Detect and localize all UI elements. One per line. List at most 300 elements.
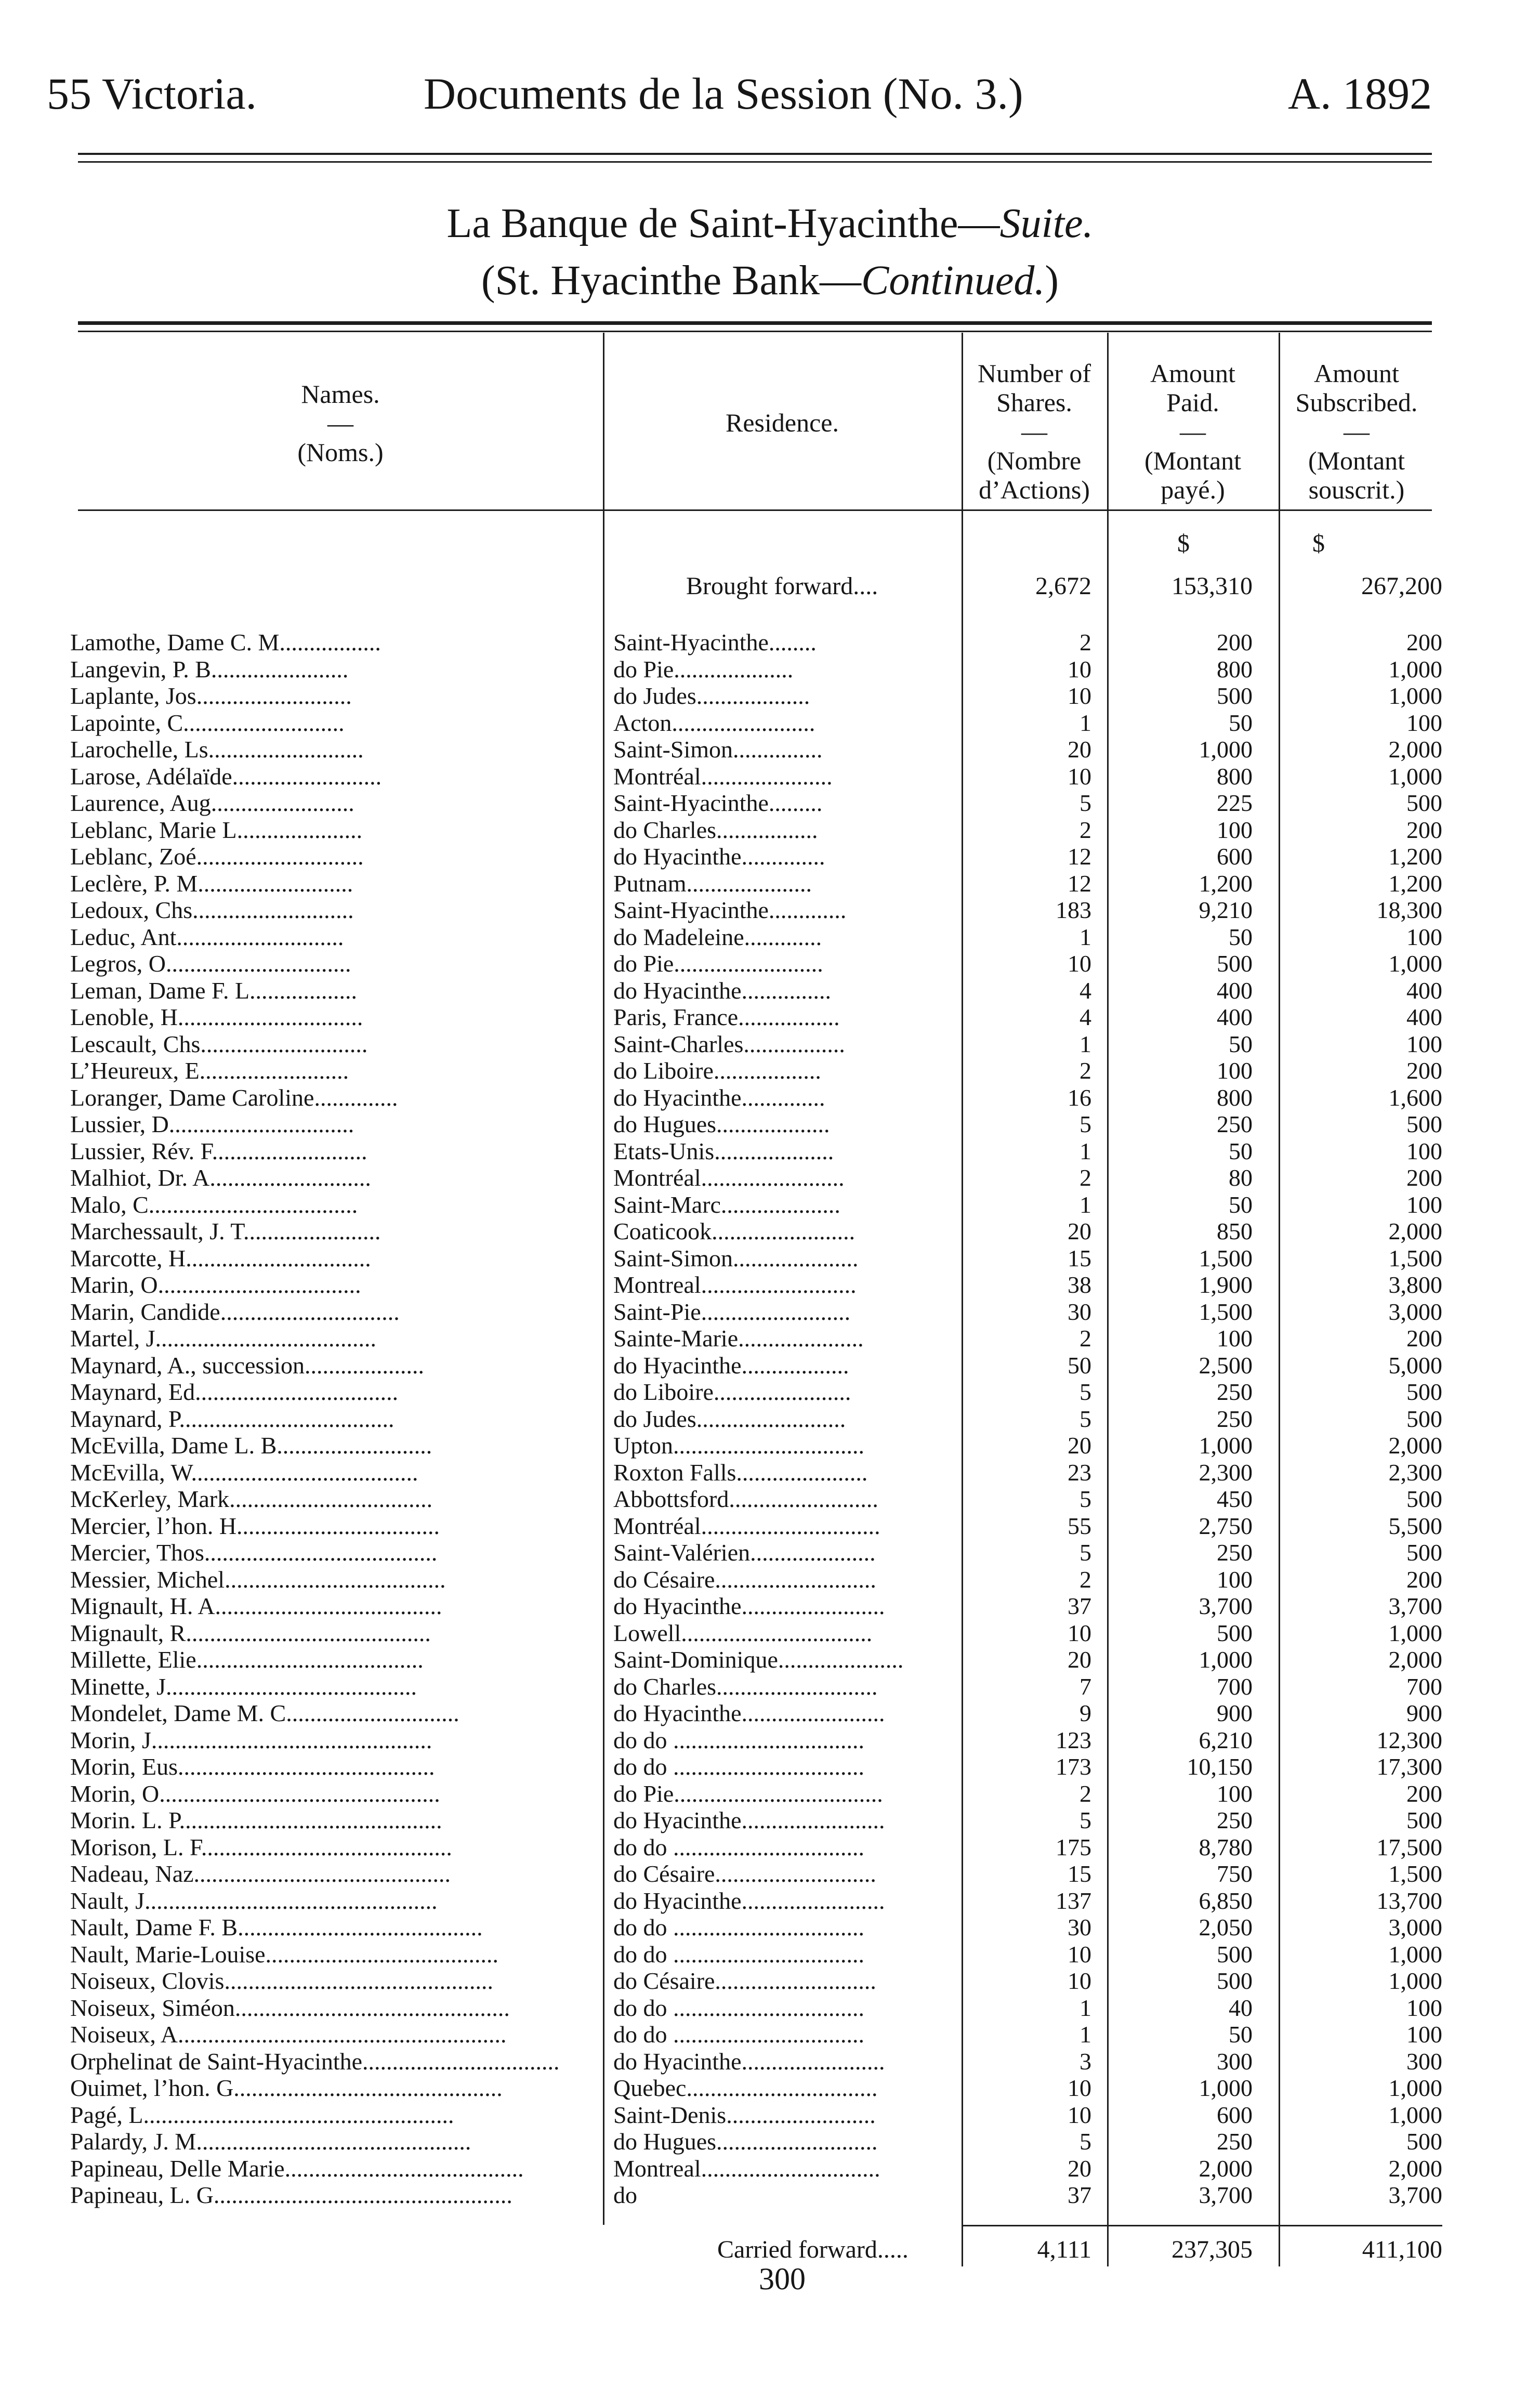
- column-header-paid: [1107, 359, 1279, 504]
- shareholder-residence: do Hyacinthe........................: [613, 1700, 885, 1726]
- number-of-shares: 55: [1068, 1512, 1091, 1539]
- table-row: [0, 977, 1540, 1004]
- number-of-shares: 10: [1068, 1968, 1091, 1994]
- amount-paid: 250: [1217, 1379, 1253, 1405]
- amount-subscribed: 1,200: [1388, 870, 1442, 897]
- number-of-shares: 1: [1080, 1994, 1091, 2021]
- shareholder-name: McEvilla, W......................................: [70, 1459, 418, 1486]
- table-row: [0, 1780, 1540, 1807]
- number-of-shares: 10: [1068, 2075, 1091, 2101]
- amount-subscribed: 1,200: [1388, 843, 1442, 870]
- table-row: [0, 1138, 1540, 1165]
- shareholder-name: Maynard, P....................................: [70, 1405, 394, 1432]
- table-row: [0, 1111, 1540, 1138]
- shareholder-name: Noiseux, A.......................................................: [70, 2021, 507, 2048]
- amount-paid: 250: [1217, 1405, 1253, 1432]
- table-row: [0, 1486, 1540, 1513]
- number-of-shares: 30: [1068, 1914, 1091, 1941]
- shareholder-residence: Saint-Hyacinthe........: [613, 629, 817, 656]
- number-of-shares: 5: [1080, 1379, 1091, 1405]
- amount-paid: 1,500: [1199, 1244, 1253, 1271]
- shareholder-residence: do Madeleine.............: [613, 923, 822, 950]
- amount-subscribed: 200: [1406, 1566, 1442, 1593]
- shareholder-name: Marin, Candide..............................: [70, 1298, 400, 1325]
- shareholder-residence: Montreal..........................: [613, 1271, 857, 1298]
- shareholder-name: Morin, Eus...........................................: [70, 1753, 435, 1780]
- number-of-shares: 7: [1080, 1673, 1091, 1700]
- shareholder-residence: Saint-Marc....................: [613, 1191, 840, 1218]
- number-of-shares: 12: [1068, 870, 1091, 897]
- amount-paid: 800: [1217, 1084, 1253, 1111]
- shareholder-name: Morin, J...............................................: [70, 1726, 432, 1753]
- table-row: [0, 870, 1540, 897]
- table-row: [0, 1218, 1540, 1245]
- shareholder-name: Nault, Marie-Louise.......................................: [70, 1941, 499, 1968]
- shareholder-residence: do do ................................: [613, 1941, 864, 1968]
- table-row: [0, 656, 1540, 683]
- number-of-shares: 2: [1080, 1780, 1091, 1807]
- amount-subscribed: 12,300: [1376, 1726, 1442, 1753]
- column-header-paid-fr1: (Montant: [1144, 446, 1242, 475]
- shareholder-name: Loranger, Dame Caroline..............: [70, 1084, 398, 1111]
- shareholder-name: Papineau, L. G..................................................: [70, 2182, 512, 2208]
- amount-subscribed: 1,000: [1388, 763, 1442, 790]
- header-rule-top: [78, 153, 1432, 155]
- shareholder-name: Mondelet, Dame M. C.............................: [70, 1700, 459, 1726]
- table-row: [0, 1887, 1540, 1915]
- amount-subscribed: 200: [1406, 816, 1442, 843]
- amount-subscribed: 1,000: [1388, 683, 1442, 709]
- number-of-shares: 173: [1056, 1753, 1091, 1780]
- table-row: [0, 1539, 1540, 1566]
- shareholder-residence: do Pie...................................: [613, 1780, 883, 1807]
- shareholder-residence: do do ................................: [613, 1753, 864, 1780]
- amount-paid: 2,750: [1199, 1512, 1253, 1539]
- table-row: [0, 1860, 1540, 1887]
- amount-paid: 50: [1229, 1137, 1253, 1164]
- amount-subscribed: 400: [1406, 977, 1442, 1004]
- number-of-shares: 3: [1080, 2048, 1091, 2075]
- amount-paid: 300: [1217, 2048, 1253, 2075]
- shareholder-name: Lussier, D...............................: [70, 1111, 354, 1137]
- table-row: [0, 1968, 1540, 1995]
- shareholder-residence: Saint-Valérien.....................: [613, 1539, 876, 1566]
- number-of-shares: 16: [1068, 1084, 1091, 1111]
- header-bottom-rule: [78, 509, 1432, 511]
- shareholder-name: Ledoux, Chs...........................: [70, 897, 354, 923]
- number-of-shares: 1: [1080, 1137, 1091, 1164]
- number-of-shares: 20: [1068, 1218, 1091, 1244]
- table-row: [0, 1995, 1540, 2022]
- table-row: [0, 790, 1540, 817]
- table-row: [0, 2182, 1540, 2209]
- amount-subscribed: 500: [1406, 1539, 1442, 1566]
- brought-forward-paid: 153,310: [1172, 572, 1253, 600]
- amount-paid: 600: [1217, 2101, 1253, 2128]
- table-row: [0, 1191, 1540, 1218]
- table-row: [0, 1807, 1540, 1834]
- shareholder-name: Lenoble, H...............................: [70, 1004, 363, 1030]
- amount-subscribed: 100: [1406, 1030, 1442, 1057]
- shareholder-residence: Saint-Simon...............: [613, 736, 823, 763]
- amount-paid: 200: [1217, 629, 1253, 656]
- shareholder-residence: do Pie.........................: [613, 950, 823, 977]
- table-row: [0, 2048, 1540, 2075]
- shareholder-name: Noiseux, Clovis.............................................: [70, 1968, 493, 1994]
- total-rule: [962, 2225, 1442, 2226]
- number-of-shares: 123: [1056, 1726, 1091, 1753]
- amount-paid: 2,000: [1199, 2155, 1253, 2182]
- shareholder-residence: do: [613, 2182, 637, 2208]
- amount-subscribed: 5,000: [1388, 1352, 1442, 1379]
- amount-subscribed: 2,000: [1388, 2155, 1442, 2182]
- shareholder-residence: do Hugues...................: [613, 1111, 830, 1137]
- amount-paid: 2,500: [1199, 1352, 1253, 1379]
- amount-paid: 1,000: [1199, 736, 1253, 763]
- table-row: [0, 1620, 1540, 1647]
- amount-subscribed: 18,300: [1376, 897, 1442, 923]
- table-row: [0, 1914, 1540, 1941]
- shareholder-residence: do Hyacinthe........................: [613, 2048, 885, 2075]
- table-row: [0, 1031, 1540, 1058]
- amount-paid: 1,000: [1199, 1432, 1253, 1459]
- shareholder-name: Laplante, Jos..........................: [70, 683, 352, 709]
- amount-subscribed: 100: [1406, 1191, 1442, 1218]
- header-document-title: Documents de la Session (No. 3.): [424, 69, 1023, 119]
- amount-subscribed: 500: [1406, 1111, 1442, 1137]
- table-subtitle: [0, 257, 1540, 305]
- table-row: [0, 1941, 1540, 1968]
- amount-paid: 6,210: [1199, 1726, 1253, 1753]
- amount-paid: 250: [1217, 1807, 1253, 1833]
- shareholder-residence: Abbottsford.........................: [613, 1486, 878, 1512]
- table-row: [0, 1834, 1540, 1861]
- shareholder-name: Lamothe, Dame C. M.................: [70, 629, 381, 656]
- shareholder-name: Leblanc, Marie L.....................: [70, 816, 363, 843]
- column-header-paid-fr2: payé.): [1161, 475, 1225, 504]
- column-header-subscribed-en1: Amount: [1314, 359, 1399, 388]
- shareholder-residence: do Hyacinthe...............: [613, 977, 832, 1004]
- number-of-shares: 20: [1068, 2155, 1091, 2182]
- shareholder-residence: Sainte-Marie.....................: [613, 1325, 864, 1352]
- amount-subscribed: 200: [1406, 1057, 1442, 1084]
- shareholder-name: Malhiot, Dr. A...........................: [70, 1164, 371, 1191]
- table-row: [0, 736, 1540, 763]
- table-row: [0, 1406, 1540, 1433]
- shareholder-name: Lussier, Rév. F..........................: [70, 1137, 367, 1164]
- table-row: [0, 1245, 1540, 1272]
- table-row: [0, 763, 1540, 790]
- shareholder-name: Leblanc, Zoé............................: [70, 843, 364, 870]
- amount-paid: 850: [1217, 1218, 1253, 1244]
- amount-paid: 50: [1229, 2021, 1253, 2048]
- shareholder-residence: do do ................................: [613, 1914, 864, 1941]
- shareholder-name: Legros, O...............................: [70, 950, 351, 977]
- number-of-shares: 2: [1080, 1057, 1091, 1084]
- shareholder-residence: do Césaire...........................: [613, 1968, 876, 1994]
- column-header-residence: [603, 408, 962, 437]
- number-of-shares: 5: [1080, 790, 1091, 816]
- shareholder-residence: do Liboire..................: [613, 1057, 821, 1084]
- amount-subscribed: 300: [1406, 2048, 1442, 2075]
- number-of-shares: 10: [1068, 950, 1091, 977]
- shareholder-name: Ouimet, l’hon. G.............................................: [70, 2075, 503, 2101]
- table-row: [0, 710, 1540, 737]
- table-row: [0, 1593, 1540, 1620]
- amount-subscribed: 2,000: [1388, 1218, 1442, 1244]
- shareholder-residence: Montreal..............................: [613, 2155, 880, 2182]
- shareholder-name: Mignault, H. A......................................: [70, 1593, 442, 1619]
- number-of-shares: 5: [1080, 1807, 1091, 1833]
- shareholder-residence: Putnam.....................: [613, 870, 812, 897]
- header-volume: 55 Victoria.: [47, 69, 257, 119]
- number-of-shares: 23: [1068, 1459, 1091, 1486]
- shareholder-residence: Saint-Hyacinthe.........: [613, 790, 823, 816]
- column-header-shares-fr2: d’Actions): [979, 475, 1090, 504]
- amount-paid: 500: [1217, 1968, 1253, 1994]
- shareholder-residence: do Charles.................: [613, 816, 818, 843]
- amount-paid: 1,000: [1199, 2075, 1253, 2101]
- amount-paid: 500: [1217, 950, 1253, 977]
- number-of-shares: 5: [1080, 1539, 1091, 1566]
- amount-paid: 50: [1229, 923, 1253, 950]
- table-row: [0, 1057, 1540, 1084]
- column-header-subscribed-fr2: souscrit.): [1308, 475, 1405, 504]
- brought-forward-label: Brought forward....: [686, 572, 878, 600]
- shareholder-name: Marin, O..................................: [70, 1271, 361, 1298]
- carried-forward-subscribed: 411,100: [1362, 2236, 1442, 2263]
- shareholder-name: Mercier, l’hon. H..................................: [70, 1512, 440, 1539]
- column-header-subscribed: [1279, 359, 1434, 504]
- column-header-shares-en2: Shares.: [996, 388, 1072, 417]
- amount-paid: 10,150: [1187, 1753, 1253, 1780]
- number-of-shares: 10: [1068, 1941, 1091, 1968]
- table-subtitle-text: (St. Hyacinthe Bank—: [481, 258, 861, 304]
- amount-paid: 1,500: [1199, 1298, 1253, 1325]
- shareholder-residence: do Hyacinthe........................: [613, 1593, 885, 1619]
- table-row: [0, 1299, 1540, 1326]
- shareholder-residence: do Hyacinthe..............: [613, 1084, 825, 1111]
- number-of-shares: 37: [1068, 2182, 1091, 2208]
- amount-subscribed: 3,700: [1388, 1593, 1442, 1619]
- column-header-subscribed-en2: Subscribed.: [1295, 388, 1418, 417]
- table-row: [0, 1727, 1540, 1754]
- amount-subscribed: 700: [1406, 1673, 1442, 1700]
- table-row: [0, 1164, 1540, 1191]
- column-header-subscribed-fr1: (Montant: [1308, 446, 1405, 475]
- brought-forward-subscribed: 267,200: [1361, 572, 1442, 600]
- amount-paid: 600: [1217, 843, 1253, 870]
- header-rule-bottom: [78, 161, 1432, 163]
- number-of-shares: 10: [1068, 656, 1091, 683]
- number-of-shares: 2: [1080, 629, 1091, 656]
- column-header-names-dash: —: [327, 409, 353, 438]
- amount-subscribed: 2,300: [1388, 1459, 1442, 1486]
- amount-paid: 50: [1229, 709, 1253, 736]
- number-of-shares: 1: [1080, 923, 1091, 950]
- shareholder-name: Nault, J.................................................: [70, 1887, 438, 1914]
- table-row: [0, 924, 1540, 951]
- table-row: [0, 843, 1540, 870]
- table-row: [0, 1432, 1540, 1459]
- amount-subscribed: 500: [1406, 1486, 1442, 1512]
- amount-subscribed: 13,700: [1376, 1887, 1442, 1914]
- number-of-shares: 15: [1068, 1860, 1091, 1887]
- number-of-shares: 4: [1080, 977, 1091, 1004]
- number-of-shares: 5: [1080, 1111, 1091, 1137]
- column-header-residence-en: Residence.: [726, 408, 839, 437]
- amount-paid: 100: [1217, 1057, 1253, 1084]
- amount-subscribed: 1,000: [1388, 2075, 1442, 2101]
- shareholder-residence: Coaticook........................: [613, 1218, 855, 1244]
- amount-subscribed: 200: [1406, 1164, 1442, 1191]
- amount-subscribed: 3,800: [1388, 1271, 1442, 1298]
- table-subtitle-continued: Continued.: [861, 258, 1045, 304]
- number-of-shares: 20: [1068, 1646, 1091, 1673]
- shareholder-residence: do Hyacinthe..............: [613, 843, 825, 870]
- amount-paid: 225: [1217, 790, 1253, 816]
- number-of-shares: 20: [1068, 1432, 1091, 1459]
- amount-subscribed: 500: [1406, 2128, 1442, 2155]
- table-row: [0, 950, 1540, 977]
- number-of-shares: 1: [1080, 1030, 1091, 1057]
- number-of-shares: 10: [1068, 763, 1091, 790]
- table-row: [0, 629, 1540, 656]
- amount-subscribed: 1,000: [1388, 1968, 1442, 1994]
- shareholder-residence: do Césaire...........................: [613, 1566, 876, 1593]
- column-header-paid-dash: —: [1180, 417, 1206, 446]
- shareholder-residence: Saint-Pie.........................: [613, 1298, 851, 1325]
- shareholder-name: Leclère, P. M..........................: [70, 870, 353, 897]
- number-of-shares: 20: [1068, 736, 1091, 763]
- amount-subscribed: 100: [1406, 923, 1442, 950]
- number-of-shares: 1: [1080, 1191, 1091, 1218]
- table-row: [0, 1325, 1540, 1352]
- shareholder-residence: Lowell................................: [613, 1619, 873, 1646]
- shareholder-name: Morin. L. P............................................: [70, 1807, 442, 1833]
- number-of-shares: 30: [1068, 1298, 1091, 1325]
- number-of-shares: 50: [1068, 1352, 1091, 1379]
- amount-subscribed: 17,500: [1376, 1833, 1442, 1860]
- column-header-names-fr: (Noms.): [297, 438, 384, 467]
- amount-subscribed: 1,000: [1388, 1941, 1442, 1968]
- number-of-shares: 5: [1080, 1486, 1091, 1512]
- number-of-shares: 2: [1080, 816, 1091, 843]
- amount-subscribed: 1,500: [1388, 1860, 1442, 1887]
- amount-paid: 800: [1217, 656, 1253, 683]
- number-of-shares: 2: [1080, 1325, 1091, 1352]
- table-row: [0, 2155, 1540, 2182]
- shareholder-name: Nault, Dame F. B.........................................: [70, 1914, 483, 1941]
- amount-subscribed: 3,000: [1388, 1914, 1442, 1941]
- shareholder-residence: Saint-Dominique.....................: [613, 1646, 904, 1673]
- number-of-shares: 1: [1080, 2021, 1091, 2048]
- number-of-shares: 12: [1068, 843, 1091, 870]
- table-row: [0, 817, 1540, 844]
- table-top-rule-thin: [78, 331, 1432, 332]
- column-header-names-en: Names.: [301, 379, 380, 409]
- shareholder-name: Langevin, P. B.......................: [70, 656, 349, 683]
- amount-paid: 3,700: [1199, 2182, 1253, 2208]
- amount-subscribed: 200: [1406, 1325, 1442, 1352]
- shareholder-name: Martel, J.....................................: [70, 1325, 377, 1352]
- table-row: [0, 2075, 1540, 2102]
- shareholder-name: Larochelle, Ls..........................: [70, 736, 364, 763]
- table-top-rule-thick: [78, 321, 1432, 325]
- amount-subscribed: 1,000: [1388, 950, 1442, 977]
- amount-subscribed: 1,500: [1388, 1244, 1442, 1271]
- shareholder-residence: do Judes...................: [613, 683, 810, 709]
- amount-subscribed: 100: [1406, 2021, 1442, 2048]
- amount-subscribed: 1,600: [1388, 1084, 1442, 1111]
- amount-subscribed: 200: [1406, 629, 1442, 656]
- table-row: [0, 1513, 1540, 1540]
- amount-subscribed: 2,000: [1388, 1646, 1442, 1673]
- table-row: [0, 2021, 1540, 2048]
- table-subtitle-close: ): [1045, 258, 1059, 304]
- amount-paid: 500: [1217, 683, 1253, 709]
- number-of-shares: 175: [1056, 1833, 1091, 1860]
- amount-subscribed: 400: [1406, 1004, 1442, 1030]
- number-of-shares: 15: [1068, 1244, 1091, 1271]
- column-header-shares-dash: —: [1021, 417, 1047, 446]
- number-of-shares: 9: [1080, 1700, 1091, 1726]
- shareholder-name: L’Heureux, E.........................: [70, 1057, 349, 1084]
- shareholder-residence: Upton................................: [613, 1432, 864, 1459]
- shareholder-residence: Acton........................: [613, 709, 815, 736]
- number-of-shares: 10: [1068, 2101, 1091, 2128]
- amount-paid: 700: [1217, 1673, 1253, 1700]
- number-of-shares: 5: [1080, 1405, 1091, 1432]
- shareholder-name: Maynard, Ed..................................: [70, 1379, 399, 1405]
- table-row: [0, 2102, 1540, 2129]
- shareholder-residence: Saint-Charles.................: [613, 1030, 845, 1057]
- amount-subscribed: 1,000: [1388, 2101, 1442, 2128]
- amount-paid: 500: [1217, 1619, 1253, 1646]
- table-row: [0, 897, 1540, 924]
- amount-paid: 100: [1217, 1566, 1253, 1593]
- shareholder-table-body: [0, 629, 1540, 2209]
- amount-subscribed: 500: [1406, 790, 1442, 816]
- shareholder-name: Lescault, Chs............................: [70, 1030, 368, 1057]
- shareholder-name: Malo, C...................................: [70, 1191, 358, 1218]
- amount-subscribed: 100: [1406, 1137, 1442, 1164]
- amount-subscribed: 500: [1406, 1807, 1442, 1833]
- shareholder-name: Palardy, J. M..............................................: [70, 2128, 471, 2155]
- table-row: [0, 1271, 1540, 1299]
- column-header-shares-en1: Number of: [978, 359, 1091, 388]
- table-row: [0, 1084, 1540, 1111]
- shareholder-name: Maynard, A., succession....................: [70, 1352, 424, 1379]
- shareholder-name: Messier, Michel.....................................: [70, 1566, 446, 1593]
- shareholder-name: Larose, Adélaïde.........................: [70, 763, 382, 790]
- table-row: [0, 2128, 1540, 2155]
- shareholder-residence: Etats-Unis....................: [613, 1137, 834, 1164]
- amount-paid: 250: [1217, 2128, 1253, 2155]
- number-of-shares: 10: [1068, 1619, 1091, 1646]
- shareholder-name: Mignault, R.........................................: [70, 1619, 431, 1646]
- table-row: [0, 1379, 1540, 1406]
- number-of-shares: 1: [1080, 709, 1091, 736]
- amount-paid: 400: [1217, 1004, 1253, 1030]
- shareholder-residence: do Liboire.......................: [613, 1379, 851, 1405]
- amount-subscribed: 1,000: [1388, 1619, 1442, 1646]
- amount-subscribed: 900: [1406, 1700, 1442, 1726]
- table-title: [0, 200, 1540, 247]
- table-row: [0, 1566, 1540, 1593]
- shareholder-residence: do Charles...........................: [613, 1673, 878, 1700]
- shareholder-name: McEvilla, Dame L. B..........................: [70, 1432, 432, 1459]
